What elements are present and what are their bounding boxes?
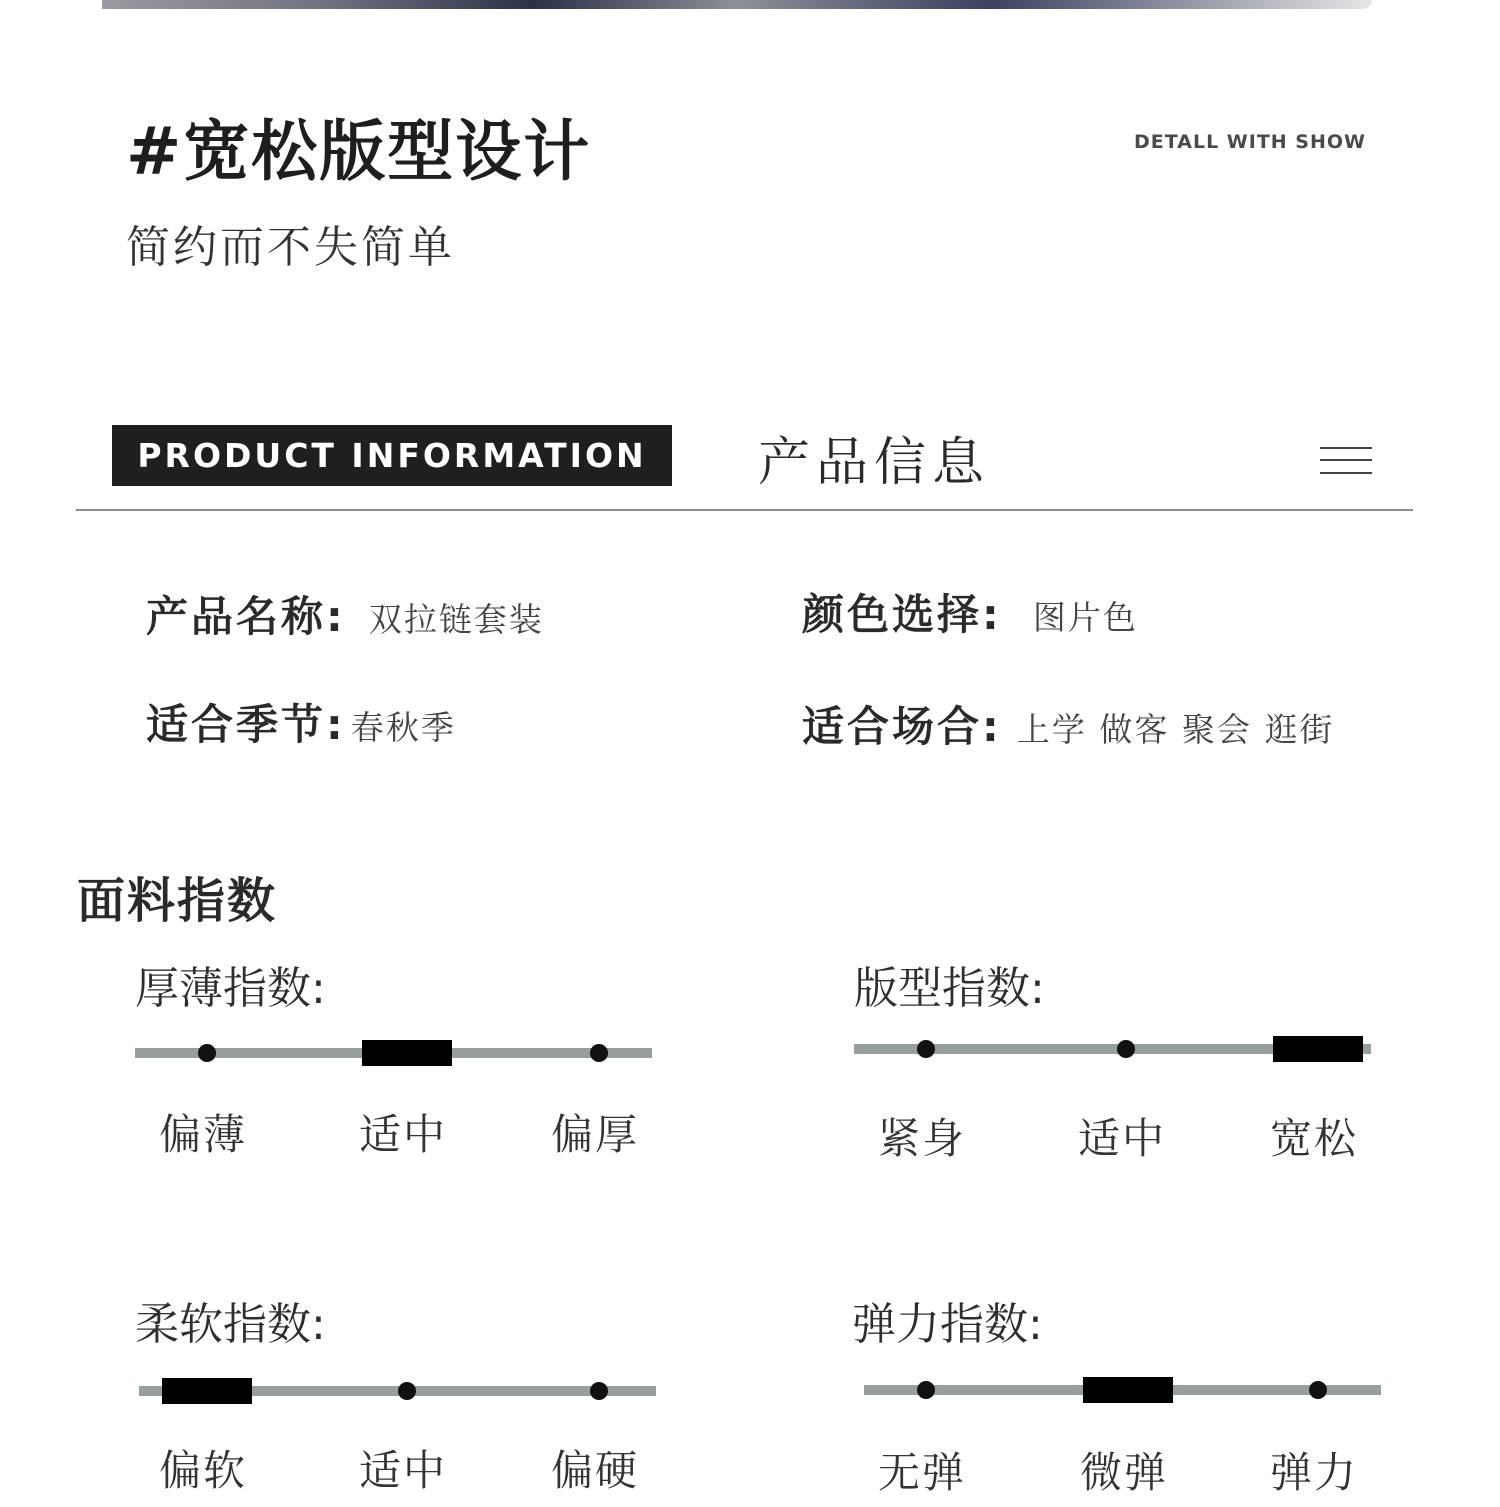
- attr-key: 适合场合:: [802, 702, 1002, 751]
- gauge-option-label: 无弹: [877, 1448, 967, 1497]
- gauge-option-label: 适中: [1077, 1114, 1167, 1163]
- gauge-dot: [590, 1044, 608, 1062]
- gauge-softness: [135, 1288, 655, 1495]
- section-divider: [76, 509, 1413, 511]
- gauge-dot: [198, 1044, 216, 1062]
- menu-lines-icon: [1320, 447, 1372, 475]
- gauge-option-label: 适中: [358, 1110, 448, 1159]
- gauge-option-label: 偏薄: [158, 1110, 248, 1159]
- gauge-option-label: 偏厚: [550, 1110, 640, 1159]
- attr-color: [802, 582, 1138, 642]
- attr-key: 适合季节:: [146, 700, 346, 749]
- gauge-option-label: 宽松: [1269, 1114, 1359, 1163]
- gauge-dot: [1117, 1040, 1135, 1058]
- gauge-title: 版型指数:: [854, 963, 1045, 1014]
- gauge-selected-marker: [362, 1040, 452, 1066]
- gauge-fit: [854, 952, 1374, 1163]
- attr-value: 上学 做客 聚会 逛街: [1016, 710, 1335, 749]
- gauge-option-label: 适中: [358, 1446, 448, 1495]
- gauge-dot: [917, 1040, 935, 1058]
- gauge-title: 柔软指数:: [135, 1299, 326, 1350]
- attr-season: [146, 692, 456, 752]
- product-information-banner: [112, 425, 672, 486]
- attr-product-name: [146, 584, 544, 644]
- gauge-selected-marker: [162, 1378, 252, 1404]
- gauge-title: 厚薄指数:: [135, 963, 326, 1014]
- gauge-dot: [398, 1382, 416, 1400]
- attr-value: 春秋季: [350, 708, 456, 747]
- attr-occasion: [802, 694, 1334, 754]
- gauge-thickness: [135, 952, 655, 1159]
- attr-key: 颜色选择:: [802, 590, 1002, 639]
- fabric-index-title: 面料指数: [77, 873, 278, 929]
- attr-key: 产品名称:: [146, 592, 346, 641]
- gauge-option-label: 弹力: [1269, 1448, 1359, 1497]
- attr-value: 双拉链套装: [368, 600, 544, 639]
- banner-label: PRODUCT INFORMATION: [137, 436, 647, 475]
- gauge-option-label: 偏软: [158, 1446, 248, 1495]
- gauge-dot: [917, 1381, 935, 1399]
- gauge-option-label: 紧身: [877, 1114, 967, 1163]
- gauge-elasticity: [852, 1288, 1372, 1497]
- gauge-option-label: 微弹: [1079, 1448, 1169, 1497]
- hero-title: #宽松版型设计: [126, 113, 592, 190]
- gauge-title: 弹力指数:: [852, 1299, 1043, 1350]
- attr-value: 图片色: [1032, 598, 1138, 637]
- gauge-selected-marker: [1083, 1377, 1173, 1403]
- gauge-option-label: 偏硬: [550, 1446, 640, 1495]
- product-photo-edge: [102, 0, 1372, 9]
- hero-subtitle: 简约而不失简单: [126, 222, 455, 273]
- product-info-heading: 产品信息: [758, 433, 991, 493]
- gauge-dot: [590, 1382, 608, 1400]
- gauge-selected-marker: [1273, 1036, 1363, 1062]
- gauge-dot: [1309, 1381, 1327, 1399]
- hero-tag: DETALL WITH SHOW: [1134, 131, 1366, 153]
